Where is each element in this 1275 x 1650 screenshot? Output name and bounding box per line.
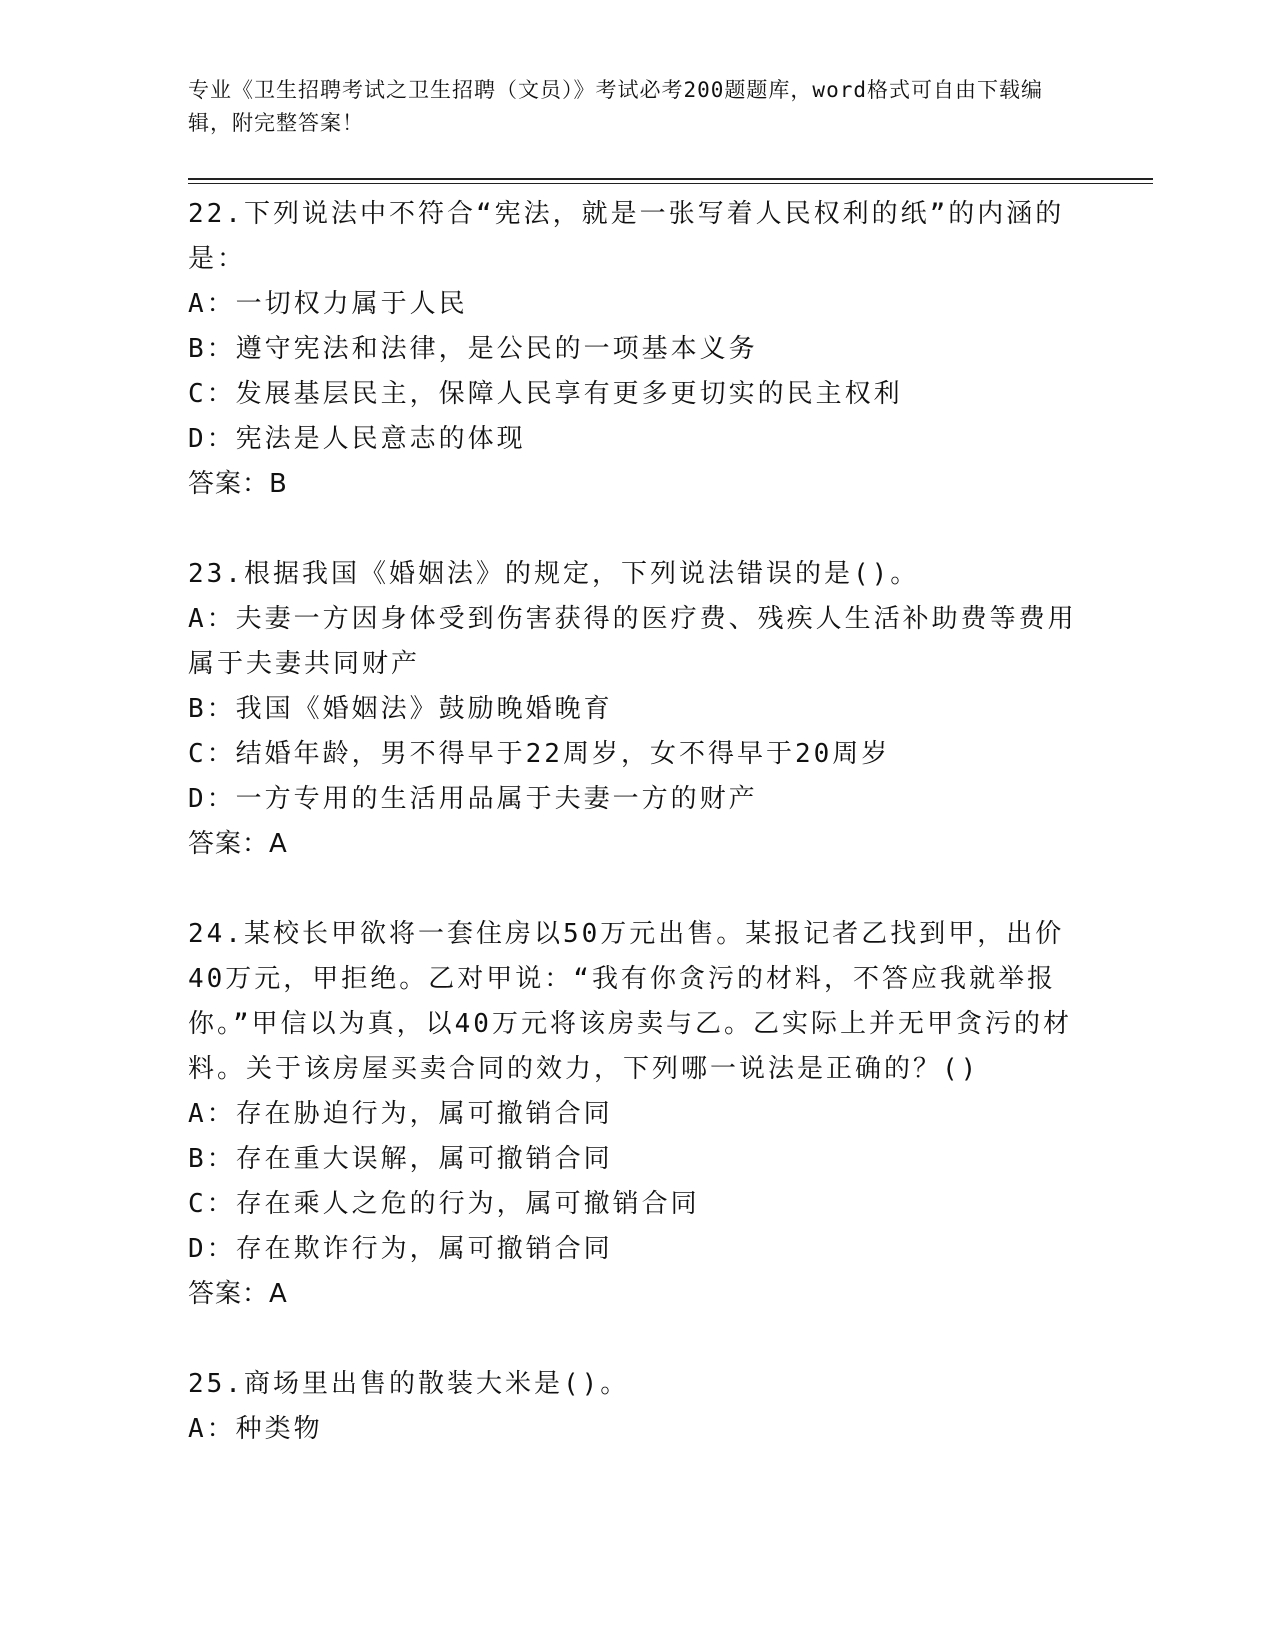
option-a: A：存在胁迫行为，属可撤销合同 (188, 1099, 613, 1129)
option-d: D：宪法是人民意志的体现 (188, 424, 526, 454)
answer: 答案：A (188, 1279, 288, 1309)
header-rule-thick (188, 178, 1153, 180)
answer: 答案：B (188, 469, 288, 499)
question-23 (188, 552, 1088, 867)
question-22 (188, 192, 1088, 507)
option-a: A：一切权力属于人民 (188, 289, 468, 319)
question-stem: 22.下列说法中不符合“宪法，就是一张写着人民权利的纸”的内涵的是： (188, 199, 1065, 274)
option-c: C：存在乘人之危的行为，属可撤销合同 (188, 1189, 700, 1219)
option-b: B：存在重大误解，属可撤销合同 (188, 1144, 613, 1174)
question-25 (188, 1362, 1088, 1452)
question-stem: 25.商场里出售的散装大米是()。 (188, 1369, 630, 1399)
option-b: B：遵守宪法和法律，是公民的一项基本义务 (188, 334, 758, 364)
document-header: 专业《卫生招聘考试之卫生招聘（文员）》考试必考200题题库，word格式可自由下载编辑，附完整答案！ (188, 78, 1043, 135)
option-d: D：存在欺诈行为，属可撤销合同 (188, 1234, 613, 1264)
header-rule-thin (188, 183, 1153, 184)
option-a: A：种类物 (188, 1414, 323, 1444)
option-c: C：发展基层民主，保障人民享有更多更切实的民主权利 (188, 379, 903, 409)
question-24 (188, 912, 1088, 1317)
option-b: B：我国《婚姻法》鼓励晚婚晚育 (188, 694, 613, 724)
option-d: D：一方专用的生活用品属于夫妻一方的财产 (188, 784, 758, 814)
question-stem: 24.某校长甲欲将一套住房以50万元出售。某报记者乙找到甲，出价40万元，甲拒绝。乙对甲说：“我有你贪污的材料，不答应我就举报你。”甲信以为真，以40万元将该房卖与乙。乙实际上并无甲贪污的材料。关于该房屋买卖合同的效力，下列哪一说法是正确的？() (188, 919, 1072, 1084)
option-a: A：夫妻一方因身体受到伤害获得的医疗费、残疾人生活补助费等费用属于夫妻共同财产 (188, 604, 1077, 679)
answer: 答案：A (188, 829, 288, 859)
option-c: C：结婚年龄，男不得早于22周岁，女不得早于20周岁 (188, 739, 891, 769)
question-stem: 23.根据我国《婚姻法》的规定，下列说法错误的是()。 (188, 559, 920, 589)
question-list (188, 192, 1088, 1497)
